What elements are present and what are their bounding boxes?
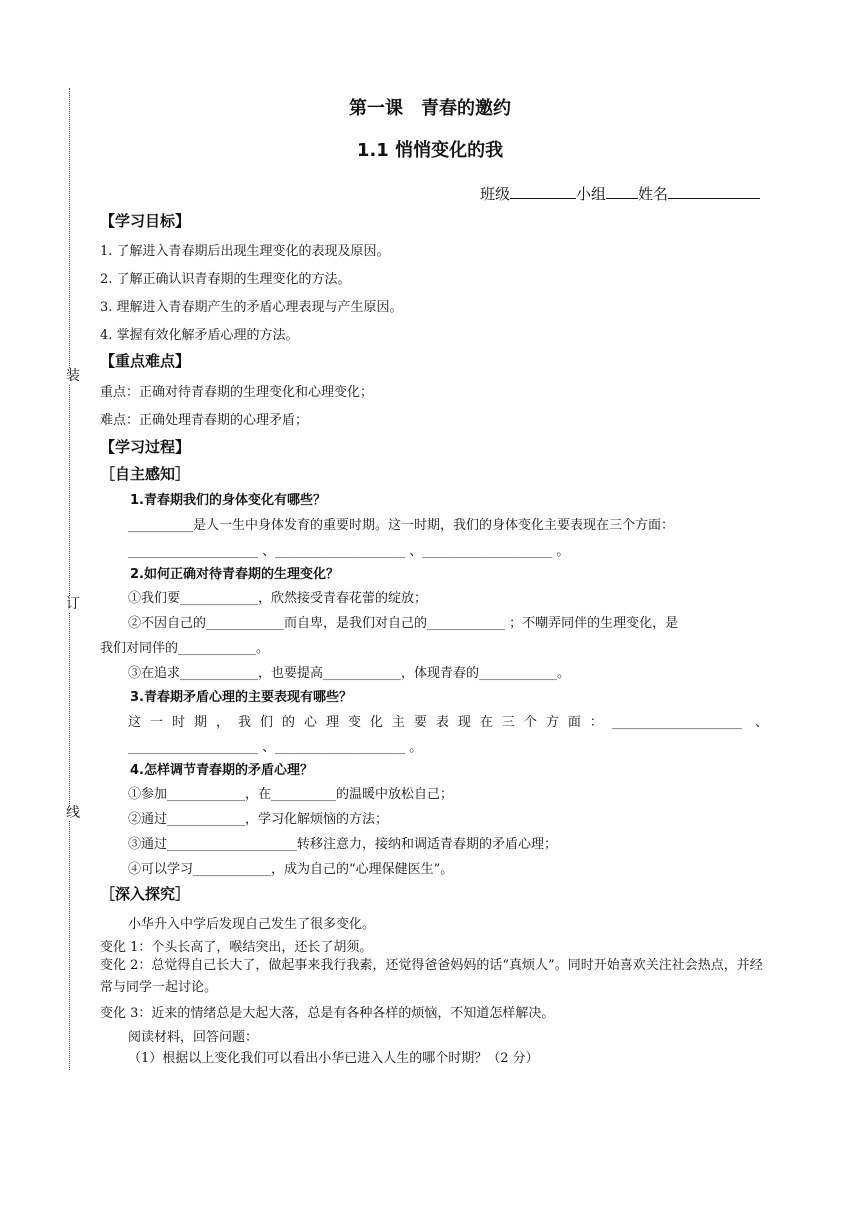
- lesson-title: 第一课 青春的邀约: [349, 98, 511, 119]
- q4-item-d[interactable]: ④可以学习____________，成为自己的“心理保健医生”。: [128, 862, 454, 877]
- goal-item: 2. 了解正确认识青春期的生理变化的方法。: [100, 272, 351, 287]
- q2-item-c[interactable]: ③在追求____________，也要提高____________，体现青春的____________。: [128, 666, 571, 681]
- change-1: 变化 1：个头长高了，喉结突出，还长了胡须。: [100, 940, 373, 955]
- binding-mark-ding: 订: [66, 596, 80, 612]
- q4-item-c[interactable]: ③通过____________________转移注意力，接纳和调适青春期的矛盾心理；: [128, 837, 558, 852]
- explore-intro: 小华升入中学后发现自己发生了很多变化。: [128, 917, 376, 932]
- keypoints-heading: 【重点难点】: [100, 352, 191, 370]
- q4-item-a[interactable]: ①参加____________，在__________的温暖中放松自己；: [128, 787, 454, 802]
- goals-heading: 【学习目标】: [100, 212, 191, 230]
- q4-item-b[interactable]: ②通过____________，学习化解烦恼的方法；: [128, 812, 389, 827]
- group-label: 小组: [576, 185, 607, 203]
- class-label: 班级: [480, 185, 511, 203]
- q3-line-1[interactable]: 这一时期，我们的心理变化主要表现在三个方面：____________________ 、: [128, 715, 768, 730]
- change-2: 变化 2：总觉得自己长大了，做起事来我行我素，还觉得爸爸妈妈的话“真烦人”。同时开始喜欢关注社会热点，并经常与同学一起讨论。: [100, 958, 763, 995]
- binding-mark-xian: 线: [66, 805, 80, 821]
- explore-heading: ［深入探究］: [100, 885, 191, 903]
- question-1: 1.青春期我们的身体变化有哪些？: [130, 493, 326, 508]
- process-heading: 【学习过程】: [100, 438, 191, 456]
- question-4: 4.怎样调节青春期的矛盾心理？: [130, 763, 313, 778]
- class-blank[interactable]: [510, 184, 576, 199]
- self-perception-heading: ［自主感知］: [100, 465, 191, 483]
- group-blank[interactable]: [606, 184, 638, 199]
- student-info: [480, 183, 760, 204]
- goal-item: 4. 掌握有效化解矛盾心理的方法。: [100, 328, 299, 343]
- name-blank[interactable]: [668, 184, 760, 199]
- section-title: 1.1 悄悄变化的我: [356, 140, 504, 161]
- goal-item: 1. 了解进入青春期后出现生理变化的表现及原因。: [100, 244, 390, 259]
- question-2: 2.如何正确对待青春期的生理变化？: [130, 567, 339, 582]
- difficult-point: 难点：正确处理青春期的心理矛盾；: [100, 413, 309, 428]
- goal-item: 3. 理解进入青春期产生的矛盾心理表现与产生原因。: [100, 300, 403, 315]
- binding-dotted-line: [69, 88, 70, 1070]
- q1-line-1[interactable]: __________是人一生中身体发育的重要时期。这一时期，我们的身体变化主要表现在三个方面：: [128, 518, 675, 533]
- q2-item-a[interactable]: ①我们要____________，欣然接受青春花蕾的绽放；: [128, 591, 428, 606]
- q3-line-2[interactable]: ____________________ 、____________________ 。: [128, 740, 423, 755]
- read-instruction: 阅读材料，回答问题：: [128, 1030, 259, 1045]
- q2-item-b-cont[interactable]: 我们对同伴的____________。: [100, 641, 270, 656]
- key-point: 重点：正确对待青春期的生理变化和心理变化；: [100, 385, 374, 400]
- binding-mark-zhuang: 装: [66, 368, 80, 384]
- explore-question-1: （1）根据以上变化我们可以看出小华已进入人生的哪个时期？（2 分）: [128, 1051, 539, 1066]
- question-3: 3.青春期矛盾心理的主要表现有哪些？: [130, 690, 352, 705]
- q1-line-2[interactable]: ____________________ 、____________________ 、____________________ 。: [128, 544, 570, 559]
- name-label: 姓名: [638, 185, 669, 203]
- q2-item-b[interactable]: ②不因自己的____________而自卑，是我们对自己的____________ ；不嘲弄同伴的生理变化，是: [128, 616, 679, 631]
- change-3: 变化 3：近来的情绪总是大起大落，总是有各种各样的烦恼，不知道怎样解决。: [100, 1006, 555, 1021]
